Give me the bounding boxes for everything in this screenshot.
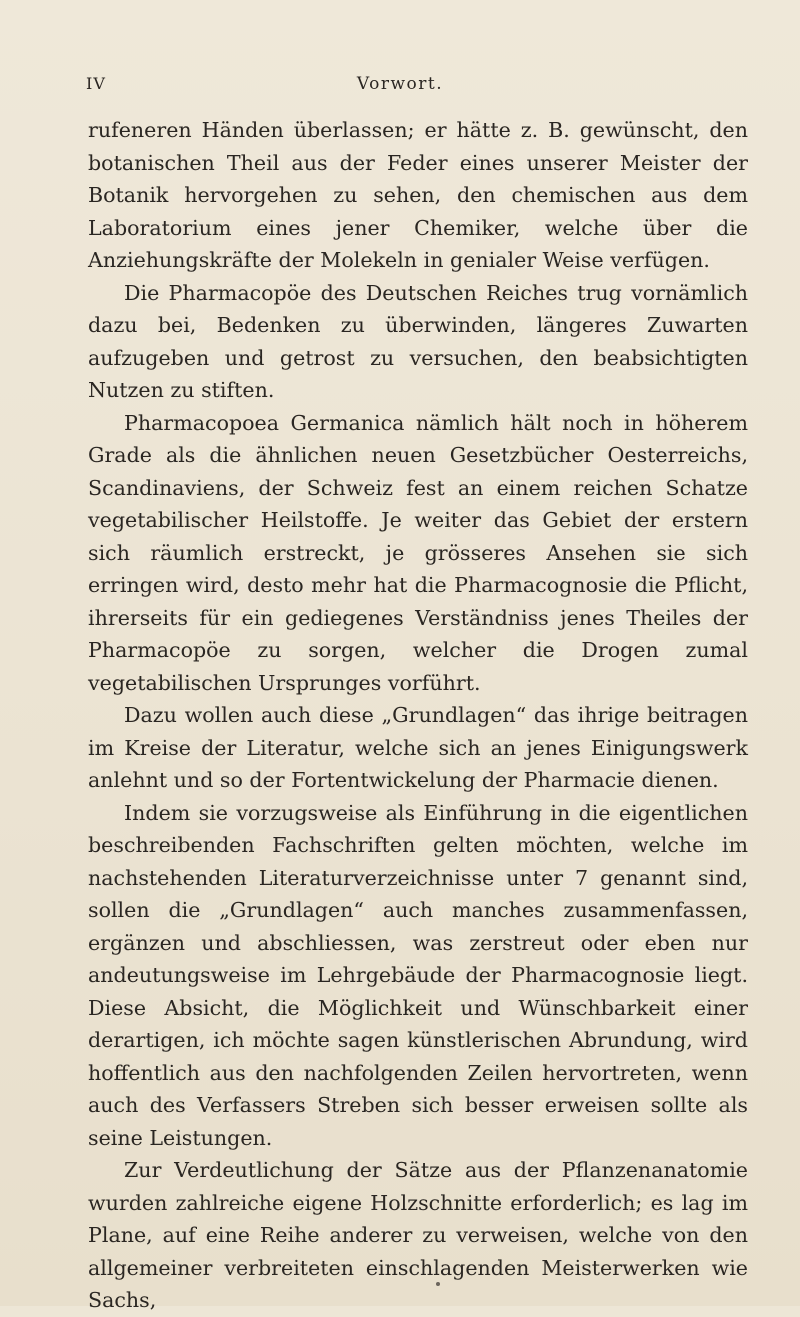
ink-speck — [436, 1282, 440, 1286]
paragraph-3: Pharmacopoea Germanica nämlich hält noch in höherem Grade als die ähnlichen neuen Gesetzbücher Oesterreichs, Scandinaviens, der Schweiz fest an einem reichen Schatze vegetabilischer Heilstoffe. Je weiter das Gebiet der erstern sich räumlich erstreckt, je grösseres Ansehen sie sich erringen wird, desto mehr hat die Pharmacognosie die Pflicht, ihrerseits für ein gediegenes Verständniss jenes Theiles der Pharmacopöe zu sorgen, welcher die Drogen zumal vegetabilischen Ursprunges vorführt. — [88, 410, 748, 695]
paragraph-1: rufeneren Händen überlassen; er hätte z. B. gewünscht, den botanischen Theil aus der Feder eines unserer Meister der Botanik hervorgehen zu sehen, den chemischen aus dem Laboratorium eines jener Chemiker, welche über die Anziehungskräfte der Molekeln in genialer Weise verfügen. — [88, 118, 748, 272]
paragraph-2: Die Pharmacopöe des Deutschen Reiches trug vornämlich dazu bei, Bedenken zu überwinden, längeres Zuwarten aufzugeben und getrost zu versuchen, den beabsichtigten Nutzen zu stiften. — [88, 280, 748, 402]
page-header — [0, 40, 800, 94]
page-number: IV — [86, 74, 106, 93]
paragraph-4: Dazu wollen auch diese „Grundlagen“ das ihrige beitragen im Kreise der Literatur, welche sich an jenes Einigungswerk anlehnt und so der Fortentwickelung der Pharmacie dienen. — [88, 703, 748, 792]
running-title: Vorwort. — [356, 74, 444, 94]
paragraph-6: Zur Verdeutlichung der Sätze aus der Pflanzenanatomie wurden zahlreiche eigene Holzschnitte erforderlich; es lag im Plane, auf eine Reihe anderer zu verweisen, welche von den allgemeiner verbreiteten einschlagenden Meisterwerken wie Sachs, — [88, 1158, 748, 1312]
paragraph-5: Indem sie vorzugsweise als Einführung in die eigentlichen beschreibenden Fachschriften gelten möchten, welche im nachstehenden Literaturverzeichnisse unter 7 genannt sind, sollen die „Grundlagen“ auch manches zusammenfassen, ergänzen und abschliessen, was zerstreut oder eben nur andeutungsweise im Lehrgebäude der Pharmacognosie liegt. Diese Absicht, die Möglichkeit und Wünschbarkeit einer derartigen, ich möchte sagen künstlerischen Abrundung, wird hoffentlich aus den nachfolgenden Zeilen hervortreten, wenn auch des Verfassers Streben sich besser erweisen sollte als seine Leistungen. — [88, 800, 748, 1150]
body-text — [88, 114, 748, 1317]
